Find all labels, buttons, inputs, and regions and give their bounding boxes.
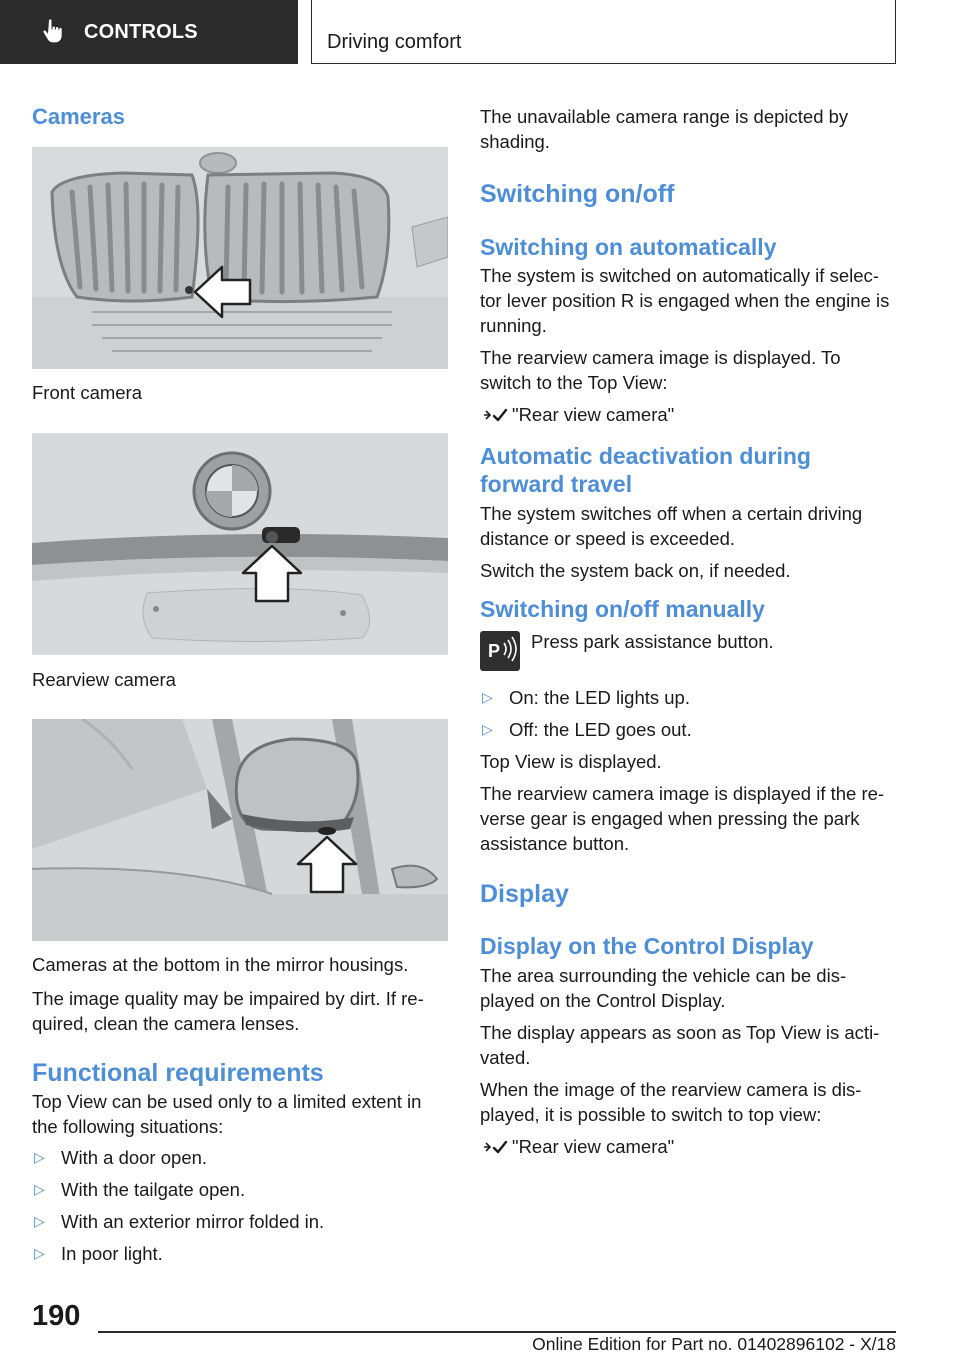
menu-select-icon	[480, 405, 512, 425]
top-view-displayed-text: Top View is displayed.	[480, 751, 662, 772]
triangle-bullet-icon: ▷	[482, 689, 493, 705]
mirror-camera-caption: Cameras at the bottom in the mirror housings.	[32, 954, 409, 975]
page-number: 190	[32, 1300, 81, 1332]
switching-auto-heading: Switching on automatically	[480, 234, 777, 260]
park-assist-instruction: Press park assistance button.	[531, 631, 774, 652]
menu-select-icon	[480, 1137, 512, 1157]
auto-deactivation-heading: Automatic deactivation during forward travel	[480, 443, 811, 497]
control-display-text: The area surrounding the vehicle can be dis‐played on the Control Display.	[480, 965, 847, 1011]
manual-switching-heading: Switching on/off manually	[480, 596, 765, 622]
functional-intro-text: Top View can be used only to a limited extent in the following situations:	[32, 1091, 422, 1137]
control-display-heading: Display on the Control Display	[480, 933, 814, 959]
triangle-bullet-icon: ▷	[482, 721, 493, 737]
front-camera-caption: Front camera	[32, 382, 143, 403]
svg-text:P: P	[488, 641, 501, 661]
menu-item-rear-view-camera: "Rear view camera"	[512, 404, 675, 425]
triangle-bullet-icon: ▷	[34, 1149, 45, 1165]
menu-path-row	[480, 402, 896, 427]
section-label: CONTROLS	[84, 20, 198, 43]
footer-rule	[98, 1331, 896, 1333]
left-column	[32, 100, 448, 1266]
triangle-bullet-icon: ▷	[34, 1213, 45, 1229]
chapter-title: Driving comfort	[327, 31, 462, 53]
right-column	[480, 100, 896, 1159]
image-quality-text: The image quality may be impaired by dirt. If re‐quired, clean the camera lenses.	[32, 988, 424, 1034]
display-heading: Display	[480, 880, 569, 908]
switching-heading: Switching on/off	[480, 180, 675, 208]
switching-auto-text-2: The rearview camera image is displayed. To switch to the Top View:	[480, 347, 841, 393]
manual-list	[480, 685, 896, 742]
switching-auto-text: The system is switched on automatically if selec‐tor lever position R is engaged when the engine is running.	[480, 265, 890, 336]
chapter-header	[311, 0, 896, 64]
auto-deactivation-text-2: Switch the system back on, if needed.	[480, 560, 791, 581]
auto-deactivation-text: The system switches off when a certain driving distance or speed is exceeded.	[480, 503, 863, 549]
edition-text: Online Edition for Part no. 01402896102 - X/18	[532, 1334, 896, 1354]
front-camera-photo	[32, 147, 448, 369]
mirror-camera-photo	[32, 719, 448, 941]
rearview-camera-photo	[32, 433, 448, 655]
functional-list	[32, 1145, 448, 1266]
triangle-bullet-icon: ▷	[34, 1181, 45, 1197]
list-item	[480, 717, 896, 742]
list-item	[32, 1209, 448, 1234]
cameras-heading: Cameras	[32, 104, 125, 129]
reverse-gear-text: The rearview camera image is displayed if the re‐verse gear is engaged when pressing the park assistance button.	[480, 783, 885, 854]
list-item	[32, 1241, 448, 1266]
list-item	[32, 1177, 448, 1202]
park-assist-button-icon	[480, 631, 520, 671]
list-item-text: With the tailgate open.	[61, 1179, 246, 1200]
hand-pointer-icon	[38, 17, 68, 47]
rearview-camera-caption: Rearview camera	[32, 669, 176, 690]
list-item	[480, 685, 896, 710]
park-assist-row	[480, 631, 896, 671]
menu-path-row	[480, 1134, 896, 1159]
functional-requirements-heading: Functional requirements	[32, 1059, 324, 1087]
list-item-text: In poor light.	[61, 1243, 163, 1264]
list-item-text: Off: the LED goes out.	[509, 719, 692, 740]
section-header-tab	[0, 0, 298, 64]
list-item	[32, 1145, 448, 1170]
list-item-text: With a door open.	[61, 1147, 208, 1168]
list-item-text: With an exterior mirror folded in.	[61, 1211, 325, 1232]
unavailable-range-text: The unavailable camera range is depicted by shading.	[480, 106, 849, 152]
triangle-bullet-icon: ▷	[34, 1245, 45, 1261]
list-item-text: On: the LED lights up.	[509, 687, 690, 708]
menu-item-rear-view-camera: "Rear view camera"	[512, 1136, 675, 1157]
control-display-text-3: When the image of the rearview camera is dis‐played, it is possible to switch to top view:	[480, 1079, 862, 1125]
control-display-text-2: The display appears as soon as Top View is acti‐vated.	[480, 1022, 880, 1068]
